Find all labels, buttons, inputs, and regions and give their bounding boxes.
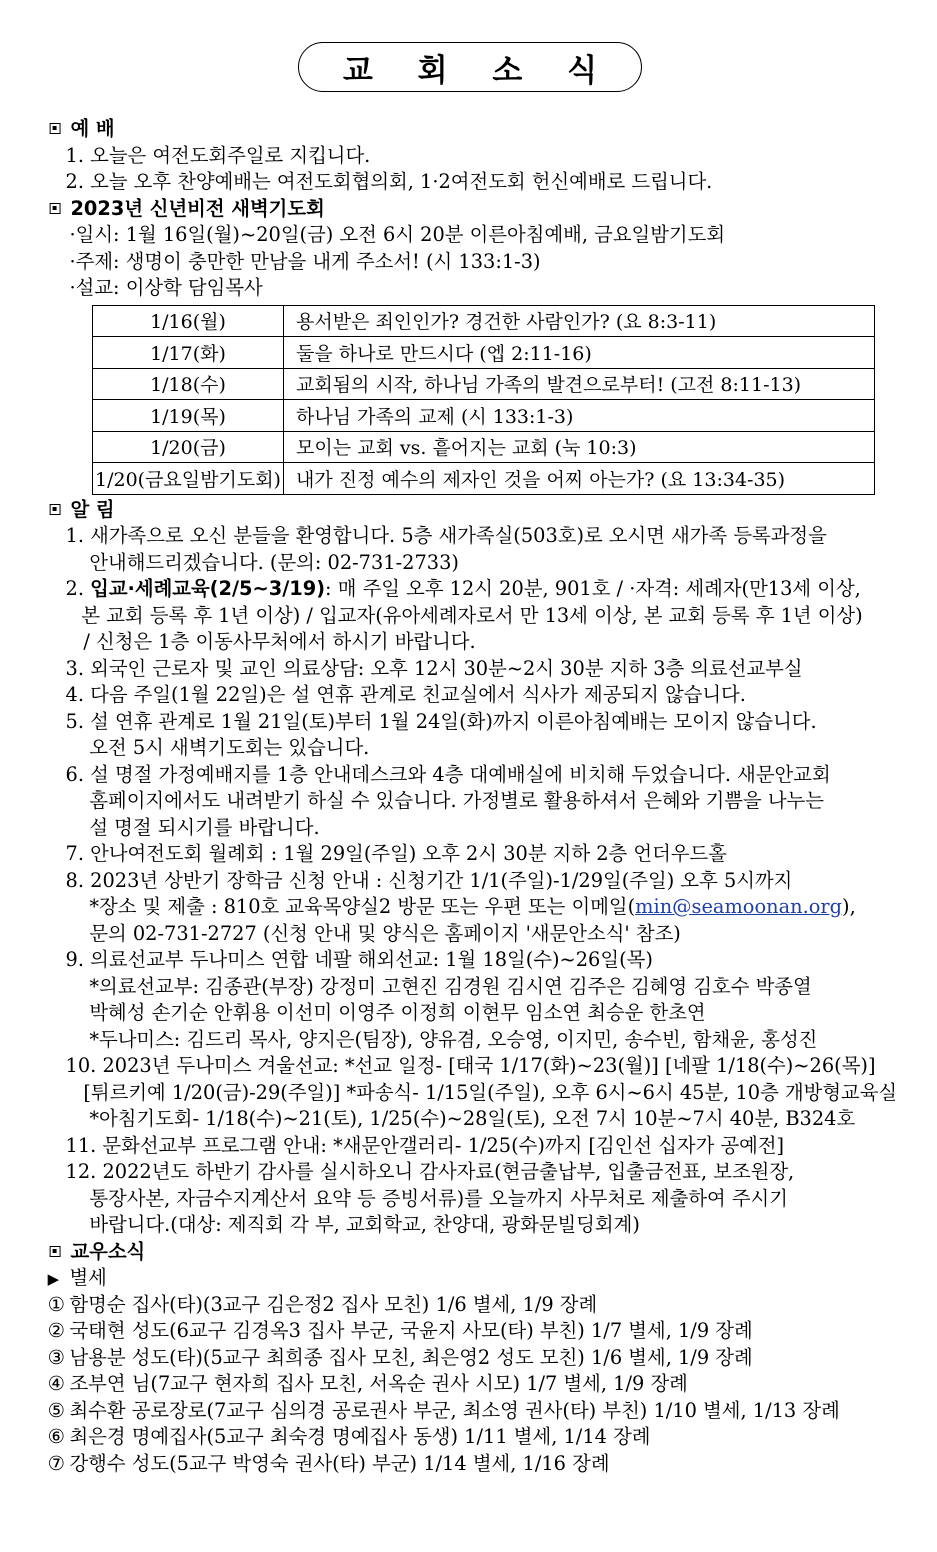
notice-line: *아침기도회- 1/18(수)~21(토), 1/25(수)~28일(토), 오전 7시 10분~7시 40분, B324호 bbox=[89, 1107, 856, 1130]
notice-line: 6. 설 명절 가정예배지를 1층 안내데스크와 4층 대예배실에 비치해 두었습니다. 새문안교회 bbox=[65, 762, 831, 786]
triangle-right-icon: ▶ bbox=[47, 1270, 60, 1288]
notice-line: *두나미스: 김드리 목사, 양지은(팀장), 양유겸, 오승영, 이지민, 송수빈, 함채윤, 홍성진 bbox=[89, 1027, 818, 1051]
circled-number: ① bbox=[47, 1292, 65, 1316]
notice-line: 통장사본, 자금수지계산서 요약 등 증빙서류)를 오늘까지 사무처로 제출하여 주시기 bbox=[89, 1186, 788, 1210]
circled-number: ⑥ bbox=[47, 1425, 65, 1448]
circled-number: ④ bbox=[47, 1372, 65, 1395]
circled-number: ③ bbox=[47, 1345, 65, 1369]
email-link[interactable]: min@seamoonan.org bbox=[635, 895, 843, 918]
square-bullet-icon bbox=[50, 123, 61, 134]
list-item: ⑤ 최수환 공로장로(7교구 심의경 공로권사 부군, 최소영 권사(타) 부친) 1/10 별세, 1/13 장례 bbox=[0, 1398, 930, 1425]
square-bullet-icon bbox=[50, 203, 61, 214]
notice-line: 9. 의료선교부 두나미스 연합 네팔 해외선교: 1월 18일(수)~26일(목) bbox=[65, 948, 653, 971]
schedule-title: 모이는 교회 vs. 흩어지는 교회 (눅 10:3) bbox=[284, 431, 875, 463]
bulletin-content bbox=[0, 116, 937, 1477]
members-subheading: ▶ 별세 bbox=[0, 1265, 930, 1292]
dawn-detail-theme: ·주제: 생명이 충만한 만남을 내게 주소서! (시 133:1-3) bbox=[69, 249, 541, 273]
notice-line: 본 교회 등록 후 1년 이상) / 입교자(유아세례자로서 만 13세 이상, 본 교회 등록 후 1년 이상) bbox=[81, 603, 863, 627]
notice-line: 1. 새가족으로 오신 분들을 환영합니다. 5층 새가족실(503호)로 오시면 새가족 등록과정을 bbox=[65, 524, 827, 547]
notice-line: 12. 2022년도 하반기 감사를 실시하오니 감사자료(현금출납부, 입출금전표, 보조원장, bbox=[65, 1160, 795, 1183]
schedule-title: 둘을 하나로 만드시다 (엡 2:11-16) bbox=[284, 337, 875, 369]
dawn-detail-date: ·일시: 1월 16일(월)~20일(금) 오전 6시 20분 이른아침예배, 금요일밤기도회 bbox=[69, 223, 726, 246]
table-row bbox=[93, 463, 875, 495]
notice-line: / 신청은 1층 이동사무처에서 하시기 바랍니다. bbox=[83, 630, 476, 653]
list-item: ⑦ 강행수 성도(5교구 박영숙 권사(타) 부군) 1/14 별세, 1/16 장례 bbox=[0, 1451, 930, 1478]
notice-line: 바랍니다.(대상: 제직회 각 부, 교회학교, 찬양대, 광화문빌딩회계) bbox=[89, 1213, 640, 1236]
table-row bbox=[93, 431, 875, 463]
schedule-title: 교회됨의 시작, 하나님 가족의 발견으로부터! (고전 8:11-13) bbox=[284, 368, 875, 400]
list-item: ③ 남용분 성도(타)(5교구 최희종 집사 모친, 최은영2 성도 모친) 1/6 별세, 1/9 장례 bbox=[0, 1345, 930, 1372]
notice-line: 4. 다음 주일(1월 22일)은 설 연휴 관계로 친교실에서 식사가 제공되지 않습니다. bbox=[65, 683, 746, 706]
square-bullet-icon bbox=[50, 1246, 61, 1257]
notice-line: 7. 안나여전도회 월례회 : 1월 29일(주일) 오후 2시 30분 지하 2층 언더우드홀 bbox=[65, 842, 727, 865]
section-heading-notices: 알 림 bbox=[0, 497, 930, 524]
notice-line: *의료선교부: 김종관(부장) 강정미 고현진 김경원 김시연 김주은 김혜영 김호수 박종열 bbox=[89, 974, 812, 998]
worship-item: 2. 오늘 오후 찬양예배는 여전도회협의회, 1·2여전도회 헌신예배로 드립니다. bbox=[65, 170, 713, 193]
list-item: ② 국태현 성도(6교구 김경옥3 집사 부군, 국윤지 사모(타) 부친) 1/7 별세, 1/9 장례 bbox=[0, 1318, 930, 1345]
table-row bbox=[93, 400, 875, 432]
schedule-date: 1/18(수) bbox=[93, 368, 284, 400]
notice-line: 안내해드리겠습니다. (문의: 02-731-2733) bbox=[89, 550, 459, 574]
page-title: 교 회 소 식 bbox=[298, 42, 642, 92]
notice-line: 10. 2023년 두나미스 겨울선교: *선교 일정- [태국 1/17(화)~23(월)] [네팔 1/18(수)~26(목)] bbox=[65, 1054, 876, 1077]
list-item: ④ 조부연 님(7교구 현자희 집사 모친, 서옥순 권사 시모) 1/7 별세, 1/9 장례 bbox=[0, 1371, 930, 1398]
schedule-date: 1/20(금) bbox=[93, 431, 284, 463]
schedule-date: 1/19(목) bbox=[93, 400, 284, 432]
schedule-title: 하나님 가족의 교제 (시 133:1-3) bbox=[284, 400, 875, 432]
notice-line: 오전 5시 새벽기도회는 있습니다. bbox=[89, 736, 370, 759]
table-row bbox=[93, 305, 875, 337]
notice-line: 11. 문화선교부 프로그램 안내: *새문안갤러리- 1/25(수)까지 [김인선 십자가 공예전] bbox=[65, 1133, 785, 1157]
list-item: ⑥ 최은경 명예집사(5교구 최숙경 명예집사 동생) 1/11 별세, 1/14 장례 bbox=[0, 1424, 930, 1451]
section-heading-dawn-prayer: 2023년 신년비전 새벽기도회 bbox=[0, 196, 930, 223]
circled-number: ⑦ bbox=[47, 1451, 65, 1475]
schedule-date: 1/20(금요일밤기도회) bbox=[93, 463, 284, 495]
notice-emphasis: 입교·세례교육(2/5~3/19) bbox=[90, 577, 326, 600]
notice-line: 5. 설 연휴 관계로 1월 21일(토)부터 1월 24일(화)까지 이른아침예배는 모이지 않습니다. bbox=[65, 709, 817, 733]
notice-line: *장소 및 제출 : 810호 교육목양실2 방문 또는 우편 또는 이메일(min@seamoonan.org), bbox=[89, 895, 856, 918]
table-row bbox=[93, 337, 875, 369]
notice-line: 8. 2023년 상반기 장학금 신청 안내 : 신청기간 1/1(주일)-1/29일(주일) 오후 5시까지 bbox=[65, 868, 793, 892]
circled-number: ② bbox=[47, 1319, 65, 1342]
worship-item: 1. 오늘은 여전도회주일로 지킵니다. bbox=[65, 143, 371, 167]
table-row bbox=[93, 368, 875, 400]
notice-line: 설 명절 되시기를 바랍니다. bbox=[89, 815, 320, 839]
notice-line: 2. 입교·세례교육(2/5~3/19): 매 주일 오후 12시 20분, 901호 / ·자격: 세례자(만13세 이상, bbox=[65, 577, 861, 600]
schedule-date: 1/17(화) bbox=[93, 337, 284, 369]
circled-number: ⑤ bbox=[47, 1398, 65, 1422]
notice-line: 3. 외국인 근로자 및 교인 의료상담: 오후 12시 30분~2시 30분 지하 3층 의료선교부실 bbox=[65, 656, 803, 680]
schedule-date: 1/16(월) bbox=[93, 305, 284, 337]
schedule-title: 내가 진정 예수의 제자인 것을 어찌 아는가? (요 13:34-35) bbox=[284, 463, 875, 495]
notice-line: 홈페이지에서도 내려받기 하실 수 있습니다. 가정별로 활용하셔서 은혜와 기쁨을 나누는 bbox=[89, 789, 824, 812]
schedule-table bbox=[92, 305, 875, 495]
schedule-title: 용서받은 죄인인가? 경건한 사람인가? (요 8:3-11) bbox=[284, 305, 875, 337]
notice-line: 문의 02-731-2727 (신청 안내 및 양식은 홈페이지 '새문안소식' 참조) bbox=[89, 921, 681, 945]
section-heading-members: 교우소식 bbox=[0, 1239, 930, 1266]
dawn-detail-preacher: ·설교: 이상학 담임목사 bbox=[69, 276, 263, 299]
square-bullet-icon bbox=[50, 504, 61, 515]
list-item: ① 함명순 집사(타)(3교구 김은정2 집사 모친) 1/6 별세, 1/9 장례 bbox=[0, 1292, 930, 1319]
notice-line: 박혜성 손기순 안휘용 이선미 이영주 이정희 이현무 임소연 최승운 한초연 bbox=[89, 1001, 706, 1024]
notice-line: [튀르키예 1/20(금)-29(주일)] *파송식- 1/15일(주일), 오후 6시~6시 45분, 10층 개방형교육실 bbox=[83, 1080, 898, 1104]
section-heading-worship: 예 배 bbox=[0, 116, 930, 143]
